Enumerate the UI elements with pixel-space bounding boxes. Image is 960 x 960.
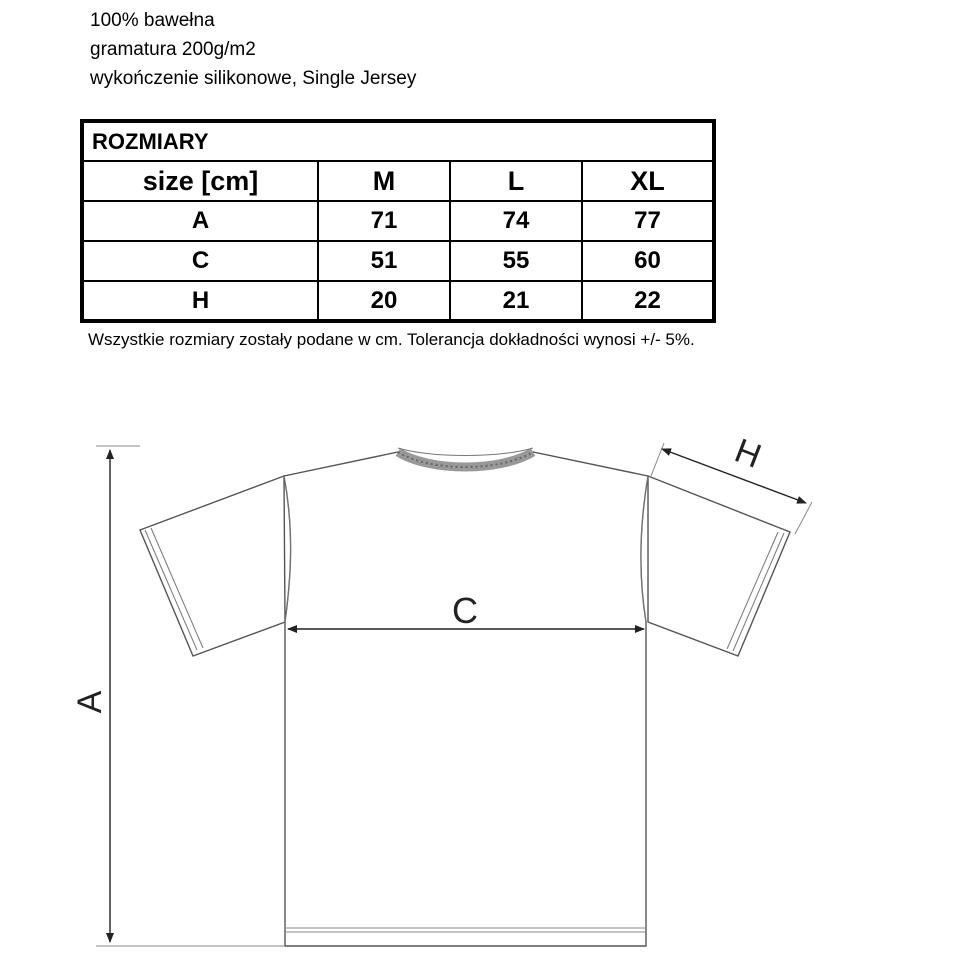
size-header-m: M [318,161,450,201]
collar [398,448,533,467]
weight-text: gramatura 200g/m2 [90,39,256,60]
size-header-xl: XL [582,161,714,201]
dimension-label-a: A [71,690,109,714]
finish-text: wykończenie silikonowe, Single Jersey [90,68,417,89]
cell-a-xl: 77 [582,201,714,241]
row-label-a: A [82,201,318,241]
cell-h-xl: 22 [582,281,714,321]
left-sleeve [140,476,285,656]
cell-a-m: 71 [318,201,450,241]
cell-c-m: 51 [318,241,450,281]
tolerance-note: Wszystkie rozmiary zostały podane w cm. Tolerancja dokładności wynosi +/- 5%. [88,330,695,349]
row-label-c: C [82,241,318,281]
tshirt-outline [140,452,790,946]
right-sleeve [648,476,790,656]
cell-a-l: 74 [450,201,582,241]
size-header-l: L [450,161,582,201]
material-text: 100% bawełna [90,10,215,31]
cell-h-m: 20 [318,281,450,321]
cell-c-l: 55 [450,241,582,281]
size-table-caption: ROZMIARY [82,121,714,161]
dimension-label-h: H [729,431,767,476]
dimension-label-c: C [452,590,478,631]
cell-c-xl: 60 [582,241,714,281]
tshirt-body [284,452,648,946]
row-label-h: H [82,281,318,321]
size-header-label: size [cm] [82,161,318,201]
cell-h-l: 21 [450,281,582,321]
